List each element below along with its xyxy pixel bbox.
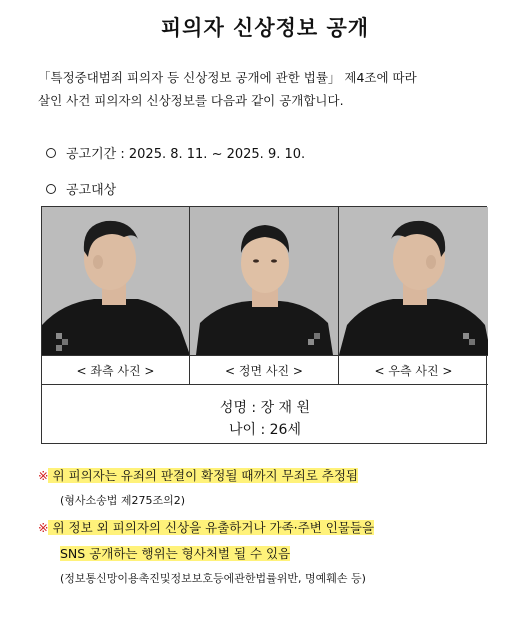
right-profile-photo <box>339 207 488 355</box>
left-photo-caption: < 좌측 사진 > <box>42 356 190 384</box>
front-photo-caption: < 정면 사진 > <box>190 356 339 384</box>
suspect-name: 성명 : 장 재 원 <box>219 400 311 416</box>
photo-row <box>42 207 488 355</box>
front-portrait <box>190 207 339 355</box>
suspect-info-table <box>41 206 487 444</box>
suspect-details <box>42 385 488 445</box>
notice-target-label: 공고대상 <box>66 183 117 198</box>
notice-period-label: 공고기간 : 2025. 8. 11. ~ 2025. 9. 10. <box>66 147 306 162</box>
note-2 <box>38 518 374 536</box>
reference-mark-icon: ※ <box>38 468 49 483</box>
intro-line-2: 살인 사건 피의자의 신상정보를 다음과 같이 공개합니다. <box>38 93 344 108</box>
note-2-text-b: SNS 공개하는 행위는 형사처벌 될 수 있음 <box>60 546 291 561</box>
page-title: 피의자 신상정보 공개 <box>160 16 370 40</box>
note-1 <box>38 466 358 484</box>
note-2-line-2 <box>60 544 290 562</box>
reference-mark-icon: ※ <box>38 520 49 535</box>
note-2-reference: (정보통신망이용촉진및정보보호등에관한법률위반, 명예훼손 등) <box>60 572 366 585</box>
circle-bullet-icon <box>46 184 56 194</box>
front-photo <box>190 207 339 355</box>
note-2-text-a: 위 정보 외 피의자의 신상을 유출하거나 가족·주변 인물들을 <box>48 520 375 535</box>
notice-target <box>46 179 116 198</box>
left-profile-photo <box>42 207 190 355</box>
suspect-age: 나이 : 26세 <box>228 422 301 438</box>
right-profile-portrait <box>339 207 488 355</box>
photo-caption-row <box>42 355 488 385</box>
intro-paragraph <box>38 66 508 112</box>
left-profile-portrait <box>42 207 190 355</box>
note-1-text: 위 피의자는 유죄의 판결이 확정될 때까지 무죄로 추정됨 <box>48 468 358 483</box>
intro-line-1: 「특정중대범죄 피의자 등 신상정보 공개에 관한 법률」 제4조에 따라 <box>38 70 417 85</box>
notice-period <box>46 143 305 162</box>
right-photo-caption: < 우측 사진 > <box>374 363 453 378</box>
note-1-reference: (형사소송법 제275조의2) <box>60 494 186 507</box>
circle-bullet-icon <box>46 148 56 158</box>
